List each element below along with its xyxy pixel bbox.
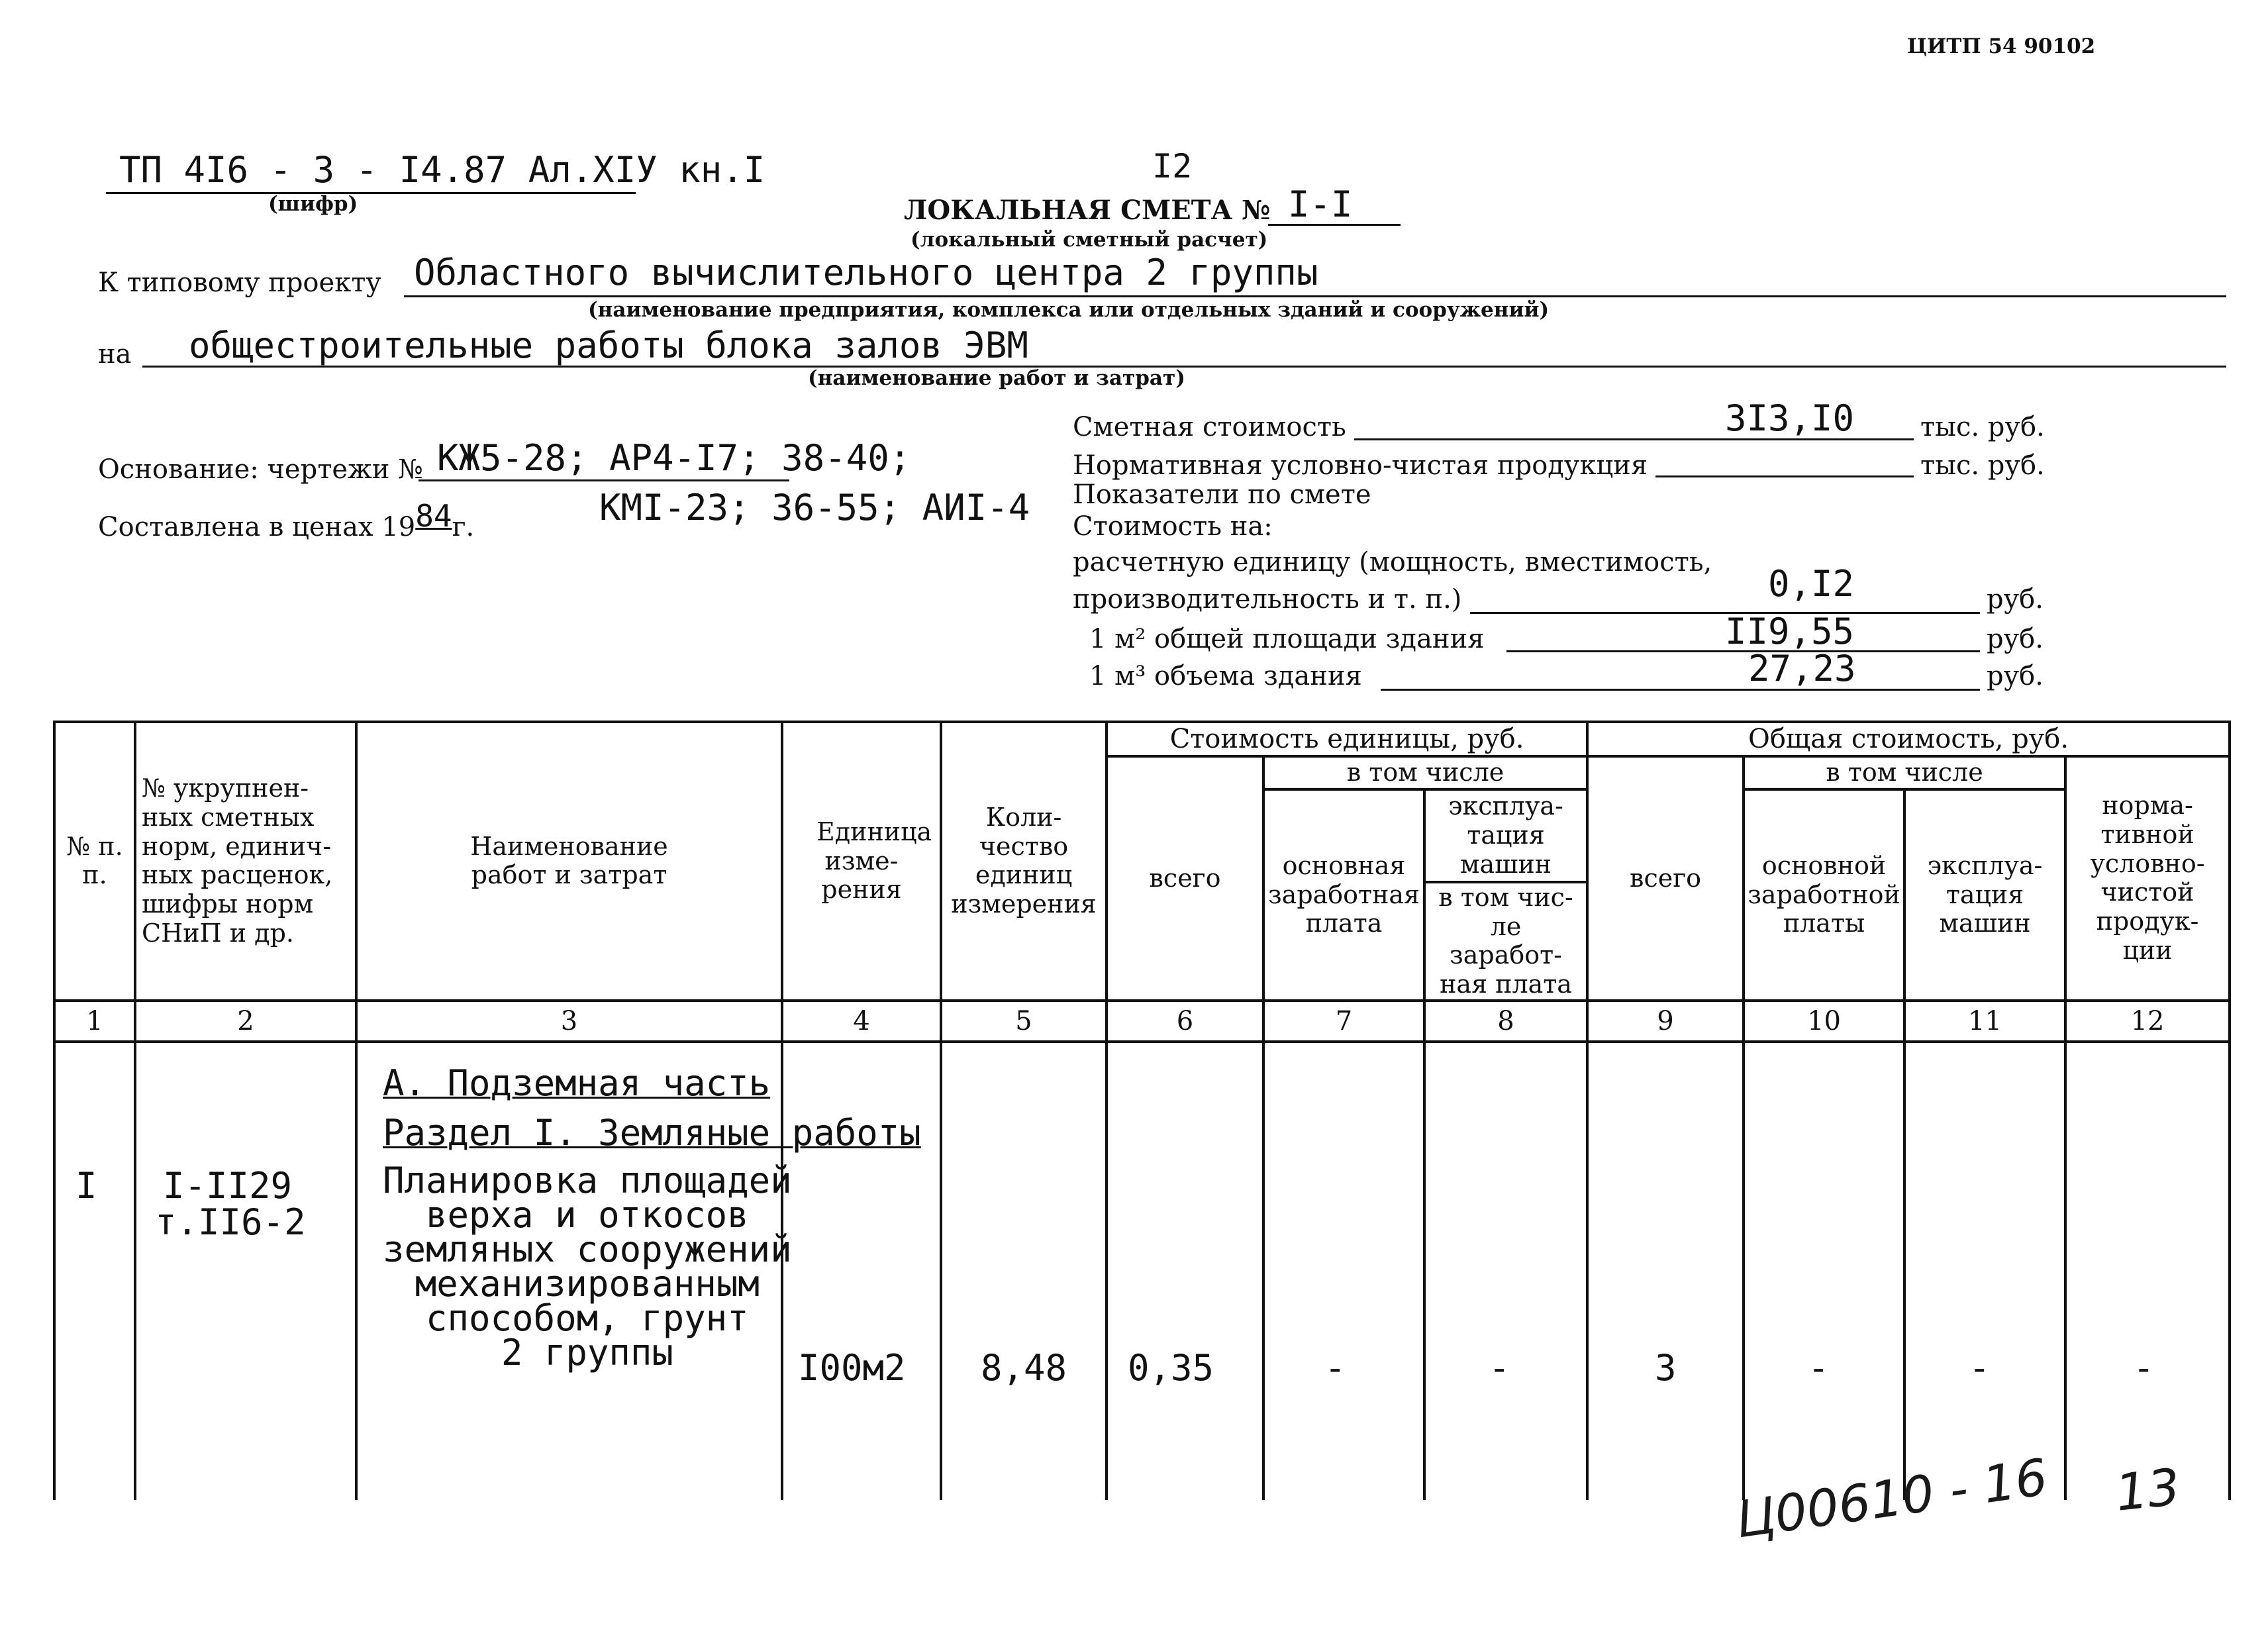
header-total-cost: Общая стоимость, руб. xyxy=(1587,722,2230,756)
cost-value: 3I3,I0 xyxy=(1725,397,1855,439)
net-product-line xyxy=(1655,475,1914,477)
estimate-number-line xyxy=(1268,224,1401,226)
row-total-wage: - xyxy=(1808,1346,1830,1389)
row-unit-machines-cell xyxy=(1424,1042,1587,1500)
col-number-6: 6 xyxy=(1107,1001,1263,1042)
row-desc xyxy=(383,1159,792,1373)
works-value: общестроительные работы блока залов ЭВМ xyxy=(189,324,1028,366)
row-unit-total-cell xyxy=(1107,1042,1263,1500)
cipher-line xyxy=(106,192,636,194)
handwritten-mark: 13 xyxy=(2112,1457,2183,1522)
col-number-2: 2 xyxy=(135,1001,356,1042)
row-number-cell xyxy=(54,1042,135,1500)
project-label: К типовому проекту xyxy=(98,268,381,298)
header-quantity: Коли- чество единиц измерения xyxy=(941,722,1107,1001)
handwritten-note: Ц00610 - 16 xyxy=(1732,1447,2051,1550)
unit-capacity-value: 0,I2 xyxy=(1768,563,1855,605)
header-norm-code: № укрупнен- ных сметных норм, единич- ных расценок, шифры норм СНиП и др. xyxy=(135,722,356,1001)
row-total-cell xyxy=(1587,1042,1744,1500)
cost-unit: тыс. руб. xyxy=(1920,412,2045,442)
header-num: № п. п. xyxy=(54,722,135,1001)
works-caption: (наименование работ и затрат) xyxy=(808,366,1185,390)
row-code-1: I-II29 xyxy=(163,1164,293,1207)
area-value: II9,55 xyxy=(1725,611,1855,652)
col-number-4: 4 xyxy=(782,1001,941,1042)
prices-label xyxy=(98,498,475,543)
basis-drawings-1: КЖ5-28; АР4-I7; 38-40; xyxy=(437,437,911,479)
header-incl-a: в том числе xyxy=(1263,756,1587,789)
prices-year: 84 xyxy=(415,498,452,534)
basis-line xyxy=(419,479,789,481)
unit-capacity-label-1: расчетную единицу (мощность, вместимость, xyxy=(1073,547,1712,577)
indicators-label: Показатели по смете xyxy=(1073,479,1371,510)
row-unit-machines: - xyxy=(1489,1346,1510,1389)
header-net-product: норма- тивной условно- чистой продук- ции xyxy=(2065,756,2230,1001)
row-unit-cell xyxy=(782,1042,941,1500)
row-desc-line: верха и откосов xyxy=(426,1193,749,1236)
col-number-12: 12 xyxy=(2065,1001,2230,1042)
unit-capacity-unit: руб. xyxy=(1987,584,2044,615)
header-unit-wage: основная заработная плата xyxy=(1263,789,1424,1001)
row-unit: I00м2 xyxy=(798,1346,906,1389)
row-code-cell xyxy=(135,1042,356,1500)
row-unit-wage-cell xyxy=(1263,1042,1424,1500)
cipher-caption: (шифр) xyxy=(268,192,358,216)
header-total: всего xyxy=(1587,756,1744,1001)
area-unit: руб. xyxy=(1987,624,2044,654)
row-code-2: т.II6-2 xyxy=(155,1201,306,1243)
header-incl-b: в том числе xyxy=(1744,756,2065,789)
col-number-9: 9 xyxy=(1587,1001,1744,1042)
row-total-wage-cell xyxy=(1744,1042,1904,1500)
section-a-title: А. Подземная часть xyxy=(383,1062,771,1104)
prices-label-b: г. xyxy=(452,512,475,542)
row-desc-line: 2 группы xyxy=(501,1331,673,1373)
row-qty-cell xyxy=(941,1042,1107,1500)
row-total-machines: - xyxy=(1969,1346,1991,1389)
area-label: 1 м² общей площади здания xyxy=(1089,624,1485,654)
row-total: 3 xyxy=(1655,1346,1677,1389)
volume-label: 1 м³ объема здания xyxy=(1089,661,1362,691)
col-number-11: 11 xyxy=(1904,1001,2065,1042)
row-unit-wage: - xyxy=(1324,1346,1346,1389)
prices-label-a: Составлена в ценах 19 xyxy=(98,512,416,542)
estimate-subtitle: (локальный сметный расчет) xyxy=(911,228,1268,252)
project-value: Областного вычислительного центра 2 группы xyxy=(414,252,1318,293)
header-unit-cost: Стоимость единицы, руб. xyxy=(1107,722,1587,756)
estimate-table xyxy=(53,721,2231,1500)
basis-label: Основание: чертежи № xyxy=(98,454,424,485)
header-unit-machines: эксплуа- тация машин xyxy=(1424,789,1587,882)
volume-value: 27,23 xyxy=(1748,648,1856,689)
row-desc-line: механизированным xyxy=(415,1262,760,1305)
header-unit: Единица изме- рения xyxy=(782,722,941,1001)
header-unit-total: всего xyxy=(1107,756,1263,1001)
cipher-value: ТП 4I6 - 3 - I4.87 Ал.XIУ кн.I xyxy=(119,149,765,191)
row-desc-line: земляных сооружений xyxy=(383,1228,792,1270)
net-product-unit: тыс. руб. xyxy=(1920,450,2045,481)
estimate-title: ЛОКАЛЬНАЯ СМЕТА № xyxy=(904,195,1271,226)
header-work-name: Наименование работ и затрат xyxy=(356,722,782,1001)
header-total-wage: основной заработной платы xyxy=(1744,789,1904,1001)
section-1-title: Раздел I. Земляные работы xyxy=(383,1111,921,1154)
works-label: на xyxy=(98,339,132,370)
col-number-5: 5 xyxy=(941,1001,1107,1042)
row-net-product-cell xyxy=(2065,1042,2230,1500)
cost-label: Сметная стоимость xyxy=(1073,412,1346,442)
row-total-machines-cell xyxy=(1904,1042,2065,1500)
row-quantity: 8,48 xyxy=(981,1346,1067,1389)
col-number-3: 3 xyxy=(356,1001,782,1042)
stamp-code: ЦИТП 54 90102 xyxy=(1907,34,2096,58)
project-line xyxy=(404,295,2226,297)
header-total-machines: эксплуа- тация машин xyxy=(1904,789,2065,1001)
unit-capacity-label-2: производительность и т. п.) xyxy=(1073,584,1462,615)
header-unit-machines-wage: в том чис- ле заработ- ная плата xyxy=(1424,882,1587,1001)
row-desc-line: Планировка площадей xyxy=(383,1159,792,1201)
col-number-10: 10 xyxy=(1744,1001,1904,1042)
volume-line xyxy=(1381,689,1980,691)
col-number-1: 1 xyxy=(54,1001,135,1042)
row-net-product: - xyxy=(2133,1346,2155,1389)
volume-unit: руб. xyxy=(1987,661,2044,691)
net-product-label: Нормативная условно-чистая продукция xyxy=(1073,450,1648,481)
row-number: I xyxy=(75,1164,97,1207)
page-number: I2 xyxy=(1152,147,1193,185)
project-caption: (наименование предприятия, комплекса или отдельных зданий и сооружений) xyxy=(588,298,1550,322)
basis-drawings-2: КМI-23; 36-55; АИI-4 xyxy=(599,487,1030,528)
row-unit-total: 0,35 xyxy=(1128,1346,1214,1389)
col-number-7: 7 xyxy=(1263,1001,1424,1042)
estimate-number: I-I xyxy=(1288,183,1353,225)
row-desc-line: способом, грунт xyxy=(426,1297,749,1339)
col-number-8: 8 xyxy=(1424,1001,1587,1042)
table-row xyxy=(54,1042,2230,1500)
cost-on-label: Стоимость на: xyxy=(1073,511,1273,542)
